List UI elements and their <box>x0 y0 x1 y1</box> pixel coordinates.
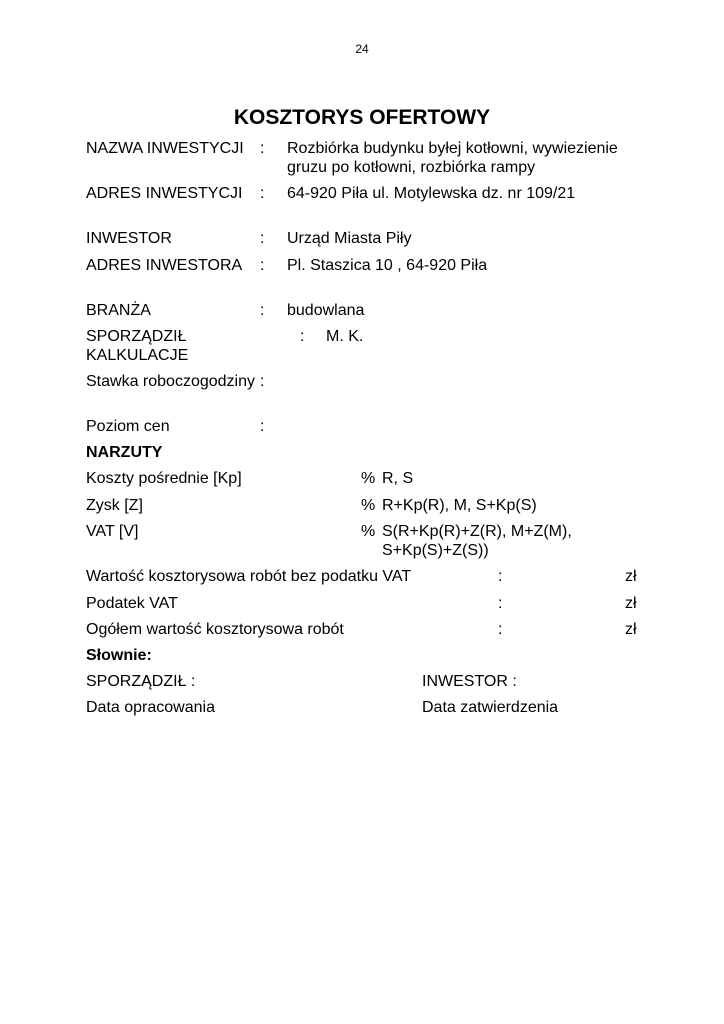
date-approved-label: Data zatwierdzenia <box>422 699 559 716</box>
field-value-adres-inwestycji: 64-920 Piła ul. Motylewska dz. nr 109/21 <box>287 185 576 202</box>
field-label-inwestor: INWESTOR <box>86 230 172 247</box>
field-label-poziom: Poziom cen <box>86 418 170 435</box>
signature-investor-label: INWESTOR : <box>422 673 517 690</box>
field-value-sporzadzil: M. K. <box>326 328 364 345</box>
field-sep-branza: : <box>260 302 265 319</box>
total-unit: zł <box>625 621 637 638</box>
narzut-formula: R+Kp(R), M, S+Kp(S) <box>382 497 537 514</box>
total-sep: : <box>498 595 503 612</box>
field-label-adres-inwestora: ADRES INWESTORA <box>86 257 243 274</box>
total-label: Wartość kosztorysowa robót bez podatku VAT <box>86 568 412 585</box>
page-number: 24 <box>355 42 369 56</box>
total-label: Podatek VAT <box>86 595 178 612</box>
total-sep: : <box>498 568 503 585</box>
slownie-label: Słownie: <box>86 647 152 664</box>
total-unit: zł <box>625 595 637 612</box>
field-label-adres-inwestycji: ADRES INWESTYCJI <box>86 185 243 202</box>
field-value-inwestor: Urząd Miasta Piły <box>287 230 412 247</box>
document-title: KOSZTORYS OFERTOWY <box>233 106 491 129</box>
narzut-label: Koszty pośrednie [Kp] <box>86 470 242 487</box>
field-value-adres-inwestora: Pl. Staszica 10 , 64-920 Piła <box>287 257 488 274</box>
field-sep-stawka: : <box>260 373 265 390</box>
date-prepared-label: Data opracowania <box>86 699 215 716</box>
total-label: Ogółem wartość kosztorysowa robót <box>86 621 344 638</box>
field-sep-inwestor: : <box>260 230 265 247</box>
field-value-branza: budowlana <box>287 302 365 319</box>
field-label-sporzadzil: SPORZĄDZIŁ KALKULACJE <box>86 328 189 364</box>
field-sep-adres-inwestycji: : <box>260 185 265 202</box>
narzut-unit: % <box>361 523 376 540</box>
total-sep: : <box>498 621 503 638</box>
field-sep-adres-inwestora: : <box>260 257 265 274</box>
field-sep-poziom: : <box>260 418 265 435</box>
signature-author-label: SPORZĄDZIŁ : <box>86 673 196 690</box>
narzut-unit: % <box>361 470 376 487</box>
narzut-label: Zysk [Z] <box>86 497 143 514</box>
narzut-formula: S(R+Kp(R)+Z(R), M+Z(M), S+Kp(S)+Z(S)) <box>382 523 572 559</box>
narzut-formula: R, S <box>382 470 414 487</box>
total-unit: zł <box>625 568 637 585</box>
field-sep-sporzadzil: : <box>300 328 305 345</box>
field-label-stawka: Stawka roboczogodziny <box>86 373 255 390</box>
narzut-label: VAT [V] <box>86 523 139 540</box>
field-sep-nazwa: : <box>260 140 265 157</box>
narzuty-heading: NARZUTY <box>86 444 163 461</box>
narzut-unit: % <box>361 497 376 514</box>
field-label-nazwa: NAZWA INWESTYCJI <box>86 140 244 157</box>
field-value-nazwa: Rozbiórka budynku byłej kotłowni, wywiezienie gruzu po kotłowni, rozbiórka rampy <box>287 140 618 176</box>
field-label-branza: BRANŻA <box>86 302 151 319</box>
